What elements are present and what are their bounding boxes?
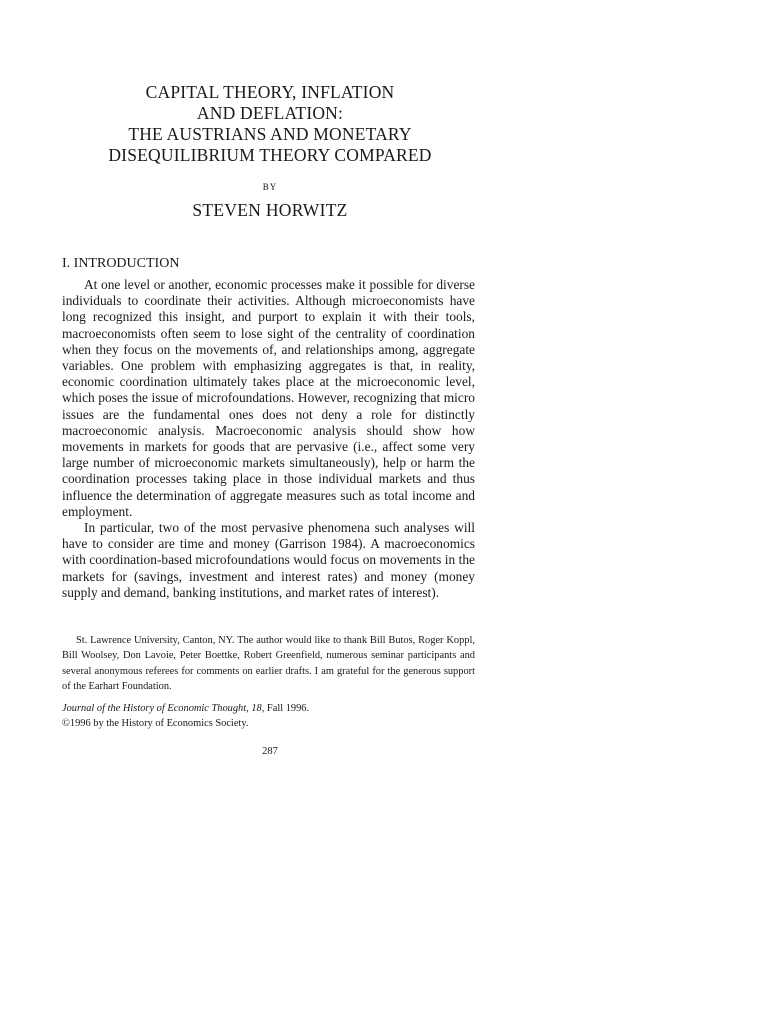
citation-journal-line (62, 701, 309, 716)
paragraph-2: In particular, two of the most pervasive phenomena such analyses will have to consider are time and money (Garrison 1984). A macroeconomics with coordination-based microfoundations would focus on movements in the markets for (savings, investment and interest rates) and money (money supply and demand, banking institutions, and market rates of interest). (62, 520, 475, 600)
body-text (62, 277, 475, 601)
title-line-1: CAPITAL THEORY, INFLATION (145, 82, 395, 102)
footnote-text: St. Lawrence University, Canton, NY. The author would like to thank Bill Butos, Roger Koppl, Bill Woolsey, Don Lavoie, Peter Boettke, Robert Greenfield, numerous seminar participants and several anonymous referees for comments on earlier drafts. I am grateful for the generous support of the Earhart Foundation. (62, 635, 475, 693)
author-footnote (62, 633, 475, 695)
citation-journal: Journal of the History of Economic Thought, 18, (62, 703, 265, 714)
title-line-3: THE AUSTRIANS AND MONETARY (128, 124, 412, 144)
journal-citation (62, 701, 309, 732)
title-block (60, 82, 480, 221)
author-name: STEVEN HORWITZ (192, 200, 348, 220)
citation-copyright: ©1996 by the History of Economics Society. (62, 718, 249, 730)
title-line-2: AND DEFLATION: (196, 103, 344, 123)
paragraph-1: At one level or another, economic processes make it possible for diverse individuals to coordinate their activities. Although microeconomists have long recognized this insight, and purport to explain it with their tools, macroeconomists often seem to lose sight of the centrality of coordination when they focus on the movements of, and relationships among, aggregate variables. One problem with emphasizing aggregates is that, in reality, economic coordination ultimately takes place at the microeconomic level, which poses the issue of microfoundations. However, recognizing that micro issues are the fundamental ones does not deny a role for distinctly macroeconomic analysis. Macroeconomic analysis should show how movements in markets for goods that are pervasive (i.e., affect some very large number of microeconomic markets simultaneously), help or harm the coordination processes taking place in those individual markets and thus influence the determination of aggregate measures such as total income and employment. (62, 277, 475, 519)
citation-issue: Fall 1996. (264, 703, 310, 714)
title-line-4: DISEQUILIBRIUM THEORY COMPARED (108, 145, 432, 165)
page-number: 287 (262, 746, 278, 757)
section-heading: I. INTRODUCTION (62, 256, 180, 271)
byline-label: BY (262, 182, 278, 192)
